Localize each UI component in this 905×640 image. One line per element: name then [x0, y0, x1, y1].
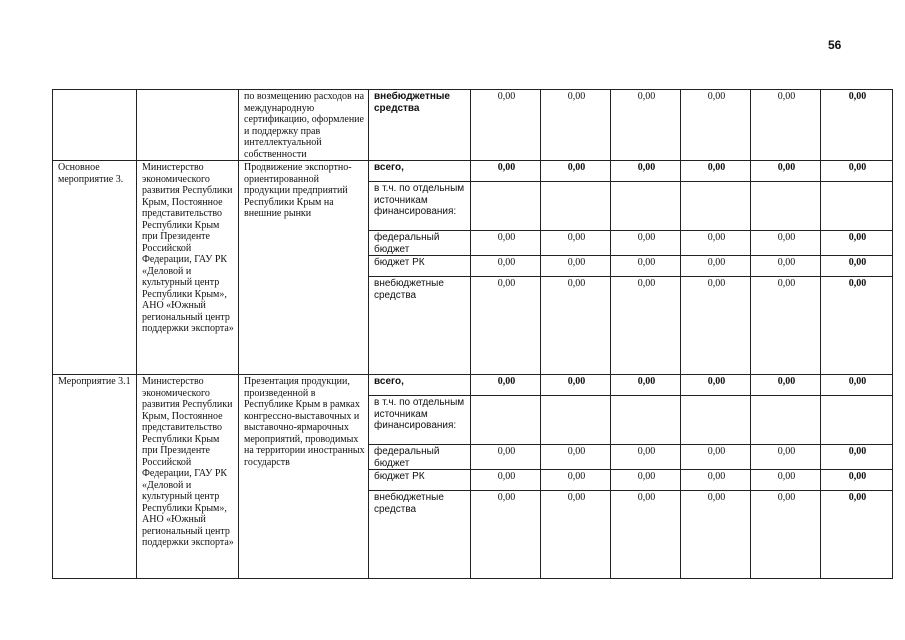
value-cell	[471, 396, 541, 445]
value-cell: 0,00	[681, 231, 751, 256]
value-cell: 0,00	[751, 375, 821, 396]
value-cell	[611, 182, 681, 231]
value-cell	[751, 396, 821, 445]
value-cell: 0,00	[541, 277, 611, 375]
table-row	[53, 90, 893, 161]
value-cell: 0,00	[541, 231, 611, 256]
value-cell: 0,00	[821, 375, 893, 396]
financing-table	[52, 89, 893, 579]
value-cell: 0,00	[821, 161, 893, 182]
value-cell: 0,00	[541, 256, 611, 277]
value-cell: 0,00	[611, 277, 681, 375]
source-cell: внебюджетные средства	[369, 90, 471, 161]
value-cell: 0,00	[681, 375, 751, 396]
value-cell: 0,00	[681, 277, 751, 375]
value-cell: 0,00	[471, 277, 541, 375]
value-cell: 0,00	[681, 256, 751, 277]
value-cell	[541, 182, 611, 231]
value-cell: 0,00	[821, 256, 893, 277]
value-cell: 0,00	[611, 445, 681, 470]
source-cell: внебюджетные средства	[369, 491, 471, 579]
value-cell: 0,00	[751, 231, 821, 256]
value-cell: 0,00	[821, 231, 893, 256]
table-row	[53, 375, 893, 396]
value-cell	[681, 396, 751, 445]
value-cell: 0,00	[611, 491, 681, 579]
source-cell: внебюджетные средства	[369, 277, 471, 375]
value-cell: 0,00	[751, 470, 821, 491]
value-cell: 0,00	[681, 445, 751, 470]
value-cell: 0,00	[541, 445, 611, 470]
value-cell: 0,00	[681, 90, 751, 161]
value-cell: 0,00	[821, 90, 893, 161]
source-cell: всего,	[369, 161, 471, 182]
source-cell: бюджет РК	[369, 470, 471, 491]
value-cell: 0,00	[681, 470, 751, 491]
value-cell: 0,00	[541, 491, 611, 579]
value-cell: 0,00	[541, 161, 611, 182]
value-cell: 0,00	[471, 375, 541, 396]
value-cell: 0,00	[751, 445, 821, 470]
measure-title-cell: Основное мероприятие 3.	[53, 161, 137, 375]
executor-cell: Министерство экономического развития Республики Крым, Постоянное представительство Республики Крым при Президенте Российской Федерации, ГАУ РК «Деловой и культурный центр Республики Крым», АНО «Южный региональный центр поддержки экспорта»	[137, 161, 239, 375]
value-cell	[681, 182, 751, 231]
value-cell: 0,00	[821, 445, 893, 470]
source-cell: в т.ч. по отдельным источникам финансирования:	[369, 182, 471, 231]
source-cell: в т.ч. по отдельным источникам финансирования:	[369, 396, 471, 445]
value-cell: 0,00	[751, 277, 821, 375]
value-cell: 0,00	[751, 491, 821, 579]
value-cell: 0,00	[471, 470, 541, 491]
value-cell: 0,00	[821, 277, 893, 375]
value-cell	[471, 182, 541, 231]
value-cell: 0,00	[471, 231, 541, 256]
value-cell	[611, 396, 681, 445]
value-cell	[821, 182, 893, 231]
value-cell: 0,00	[471, 445, 541, 470]
source-cell: всего,	[369, 375, 471, 396]
value-cell: 0,00	[611, 90, 681, 161]
value-cell: 0,00	[821, 491, 893, 579]
value-cell: 0,00	[611, 256, 681, 277]
value-cell: 0,00	[471, 491, 541, 579]
value-cell: 0,00	[681, 161, 751, 182]
value-cell: 0,00	[541, 90, 611, 161]
value-cell: 0,00	[471, 161, 541, 182]
value-cell: 0,00	[471, 256, 541, 277]
value-cell: 0,00	[541, 375, 611, 396]
value-cell: 0,00	[611, 375, 681, 396]
empty-cell	[137, 90, 239, 161]
value-cell: 0,00	[541, 470, 611, 491]
source-cell: бюджет РК	[369, 256, 471, 277]
measure-name-cell: Продвижение экспортно-ориентированной продукции предприятий Республики Крым на внешние рынки	[239, 161, 369, 375]
executor-cell: Министерство экономического развития Республики Крым, Постоянное представительство Республики Крым при Президенте Российской Федерации, ГАУ РК «Деловой и культурный центр Республики Крым», АНО «Южный региональный центр поддержки экспорта»	[137, 375, 239, 579]
value-cell: 0,00	[611, 161, 681, 182]
value-cell: 0,00	[751, 161, 821, 182]
value-cell: 0,00	[611, 231, 681, 256]
source-cell: федеральный бюджет	[369, 445, 471, 470]
measure-title-cell: Мероприятие 3.1	[53, 375, 137, 579]
value-cell	[541, 396, 611, 445]
table-row	[53, 161, 893, 182]
empty-cell	[53, 90, 137, 161]
value-cell: 0,00	[611, 470, 681, 491]
value-cell: 0,00	[471, 90, 541, 161]
value-cell: 0,00	[751, 256, 821, 277]
value-cell	[821, 396, 893, 445]
source-cell: федеральный бюджет	[369, 231, 471, 256]
value-cell: 0,00	[751, 90, 821, 161]
event-name-cell: по возмещению расходов на международную сертификацию, оформление и поддержку прав интеллектуальной собственности	[239, 90, 369, 161]
value-cell: 0,00	[821, 470, 893, 491]
measure-name-cell: Презентация продукции, произведенной в Республике Крым в рамках конгрессно-выставочных и выставочно-ярмарочных мероприятий, проводимых на территории иностранных государств	[239, 375, 369, 579]
value-cell: 0,00	[681, 491, 751, 579]
value-cell	[751, 182, 821, 231]
page-number: 56	[828, 38, 842, 52]
